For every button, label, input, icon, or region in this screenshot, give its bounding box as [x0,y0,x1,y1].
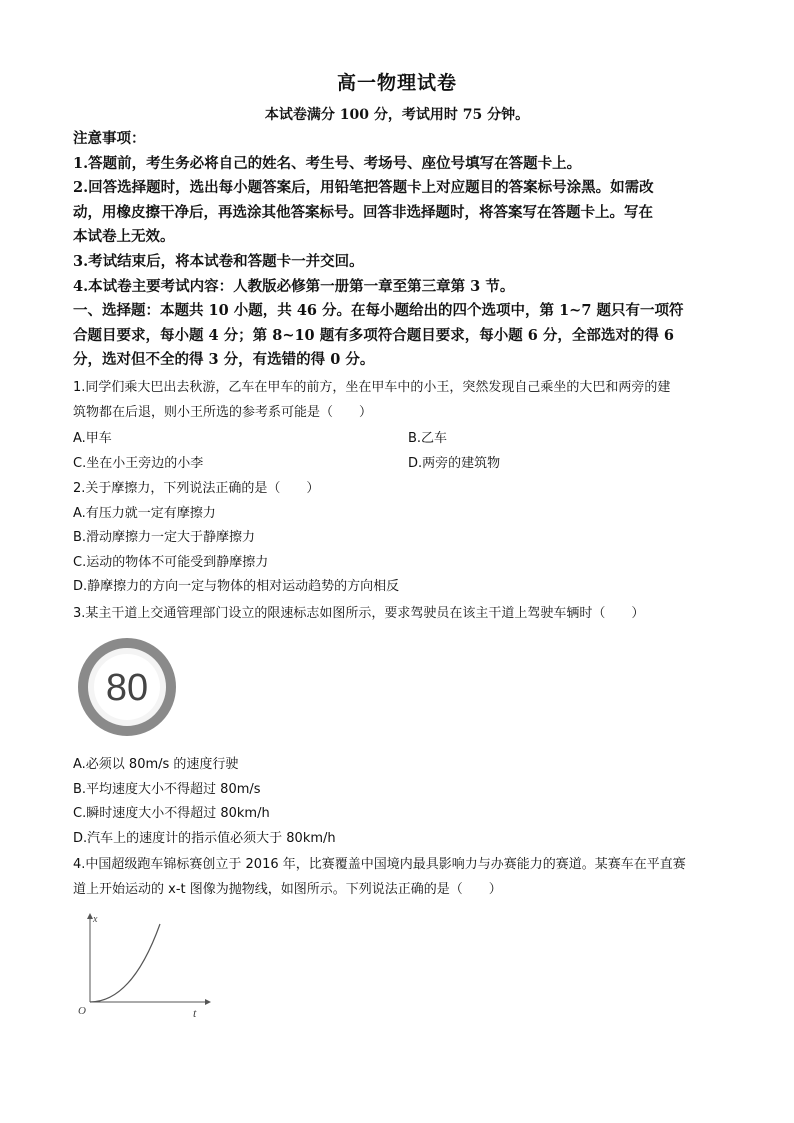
q3-option-d: D.汽车上的速度计的指示值必须大于 80km/h [73,830,336,846]
y-axis-label: x [93,914,98,925]
x-axis-label: t [193,1006,197,1020]
note-line: 4.本试卷主要考试内容：人教版必修第一册第一章至第三章第 3 节。 [73,277,515,295]
notes-section [73,127,723,373]
q3-option-b: B.平均速度大小不得超过 80m/s [73,781,261,797]
question-line: 3.某主干道上交通管理部门设立的限速标志如图所示，要求驾驶员在该主干道上驾驶车辆时（ ） [73,606,645,621]
speed-limit-sign-image [77,637,177,737]
q1-option-a: A.甲车 [73,431,112,446]
q1-option-d: D.两旁的建筑物 [408,456,501,471]
section1-line: 分，选对但不全的得 3 分，有选错的得 0 分。 [73,351,375,369]
note-line: 3.考试结束后，将本试卷和答题卡一并交回。 [73,252,364,270]
exam-subtitle: 本试卷满分 100 分，考试用时 75 分钟。 [264,107,530,123]
x-t-graph [76,910,216,1020]
section1-line: 一、选择题：本题共 10 小题，共 46 分。在每小题给出的四个选项中，第 1~7 题只有一项符 [73,302,684,320]
sign-text: 80 [105,667,149,709]
question-3-stem [73,602,733,627]
question-3-options [73,753,733,851]
q3-option-c: C.瞬时速度大小不得超过 80km/h [73,806,270,822]
note-line: 动，用橡皮擦干净后，再选涂其他答案标号。回答非选择题时，将答案写在答题卡上。写在 [73,203,653,221]
origin-label: O [78,1005,86,1017]
exam-title: 高一物理试卷 [336,72,457,94]
parabola-curve [90,924,160,1002]
question-2-stem: 2.关于摩擦力，下列说法正确的是（ ） [73,481,320,496]
question-1-stem [73,376,733,425]
notes-heading: 注意事项： [73,130,146,147]
q2-option-c: C.运动的物体不可能受到静摩擦力 [73,554,269,570]
note-line: 1.答题前，考生务必将自己的姓名、考生号、考场号、座位号填写在答题卡上。 [73,154,582,172]
q3-option-a: A.必须以 80m/s 的速度行驶 [73,757,239,772]
q2-option-a: A.有压力就一定有摩擦力 [73,505,216,521]
question-line: 1.同学们乘大巴出去秋游，乙车在甲车的前方，坐在甲车中的小王，突然发现自己乘坐的大巴和两旁的建 [73,380,671,395]
question-line: 筑物都在后退，则小王所选的参考系可能是（ ） [73,404,373,420]
q1-option-c: C.坐在小王旁边的小李 [73,456,204,471]
question-line: 道上开始运动的 x-t 图像为抛物线，如图所示。下列说法正确的是（ ） [73,881,502,897]
note-line: 本试卷上无效。 [73,228,175,246]
q2-option-b: B.滑动摩擦力一定大于静摩擦力 [73,530,256,546]
q2-option-d: D.静摩擦力的方向一定与物体的相对运动趋势的方向相反 [73,579,400,595]
section1-line: 合题目要求，每小题 4 分；第 8~10 题有多项符合题目要求，每小题 6 分，全部选对的得 6 [73,326,675,344]
question-2 [73,477,733,600]
question-line: 4.中国超级跑车锦标赛创立于 2016 年，比赛覆盖中国境内最具影响力与办赛能力的赛道。某赛车在平直赛 [73,857,686,872]
question-4-stem [73,853,733,902]
note-line: 2.回答选择题时，选出每小题答案后，用铅笔把答题卡上对应题目的答案标号涂黑。如需改 [73,179,654,197]
q1-option-b: B.乙车 [408,431,448,446]
